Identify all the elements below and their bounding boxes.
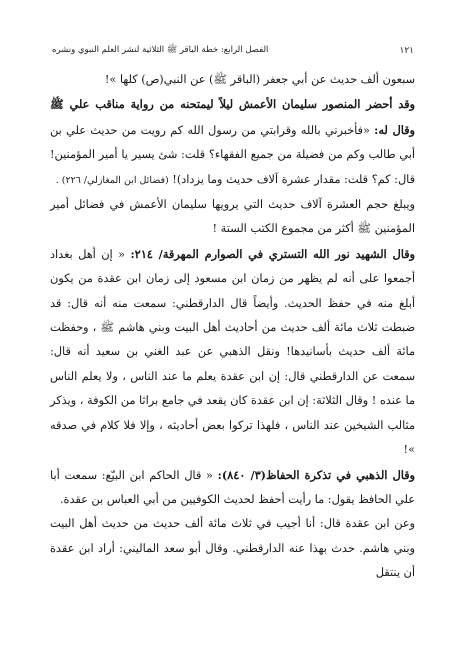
paragraph-3-text: ويبلغ حجم العشرة آلاف حديث التي يرويها سليمان الأعمش في فضائل أمير المؤمنين ﷺ أكثر من مجموع الكتب الستة ! xyxy=(50,198,415,236)
paragraph-1-text: سبعون ألف حديث عن أبي جعفر (الباقر ﷺ) عن النبي(ص) كلها »! xyxy=(104,73,415,86)
paragraph-4-text: « إن أهل بغداد أجمعوا على أنه لم يظهر من زمان ابن مسعود إلى زمان ابن عقدة من يكون أبلغ منه في حفظ الحديث. وأيضاً قال الدارقطني: سمعت منه أنه قال: قد ضبطت ثلاث مائة ألف حديث من أحاديث أهل البيت وبني هاشم ﷺ ، وحفظت مائة ألف حديث بأسانيدها! ونقل الذهبي عن عبد الغني بن سعيد أنه قال: سمعت عن الدارقطني قال: إن ابن عقدة يعلم ما عند الناس ، ولا يعلم الناس ما عنده ! وقال الثلاثة: إن ابن عقدة كان يقعد في جامع براثا من الكوفة ، ويذكر مثالب الشيخين عند الناس ، فلهذا تركوا بعض أحاديثه ، وإلا فلا كلام في صدقه »! xyxy=(50,247,415,457)
paragraph-1 xyxy=(50,68,415,92)
paragraph-5-text: « قال الحاكم ابن البيّع: سمعت أبا علي الحافظ يقول: ما رأيت أحفظ لحديث الكوفيين من أبي العباس بن عقدة. xyxy=(50,468,415,506)
paragraph-3 xyxy=(50,193,415,242)
paragraph-2 xyxy=(50,92,415,193)
paragraph-4-lead: وقال الشهيد نور الله التستري في الصوارم المهرقة/ ٢١٤: xyxy=(130,246,415,261)
page-number: ١٢١ xyxy=(399,46,414,56)
paragraph-6 xyxy=(50,512,415,585)
paragraph-2-text: «فأخبرني بالله وقرابتي من رسول الله كم رويت من حديث علي بن أبي طالب وكم من فضيلة من جميع الفقهاء؟ قلت: شئ يسير يا أمير المؤمنين! قال: كم؟ قلت: مقدار عشرة آلاف حديث وما يزداد)! xyxy=(50,123,415,186)
page-body xyxy=(50,60,415,586)
paragraph-5 xyxy=(50,463,415,513)
paragraph-2-lead: وقد أحضر المنصور سليمان الأعمش ليلاً ليمتحنه من رواية مناقب علي ﷺ وقال له: xyxy=(50,97,415,137)
paragraph-5-lead: وقال الذهبي في تذكرة الحفاظ(٣/ ٨٤٠): xyxy=(217,467,415,482)
paragraph-2-source: (فضائل ابن المغازلي/ ٢٢٦) . xyxy=(55,174,169,186)
paragraph-4 xyxy=(50,242,415,463)
running-title: الفصل الرابع: خطة الباقر ﷺ الثلاثية لنشر العلم النبوي ونشره xyxy=(52,45,269,55)
page-header xyxy=(52,44,414,58)
paragraph-6-text: وعن ابن عقدة قال: أنا أجيب في ثلاث مائة ألف حديث من حديث أهل البيت وبني هاشم. حدث بهذا عنه الدارقطني. وقال أبو سعد الماليني: أراد ابن عقدة أن ينتقل xyxy=(50,517,415,580)
